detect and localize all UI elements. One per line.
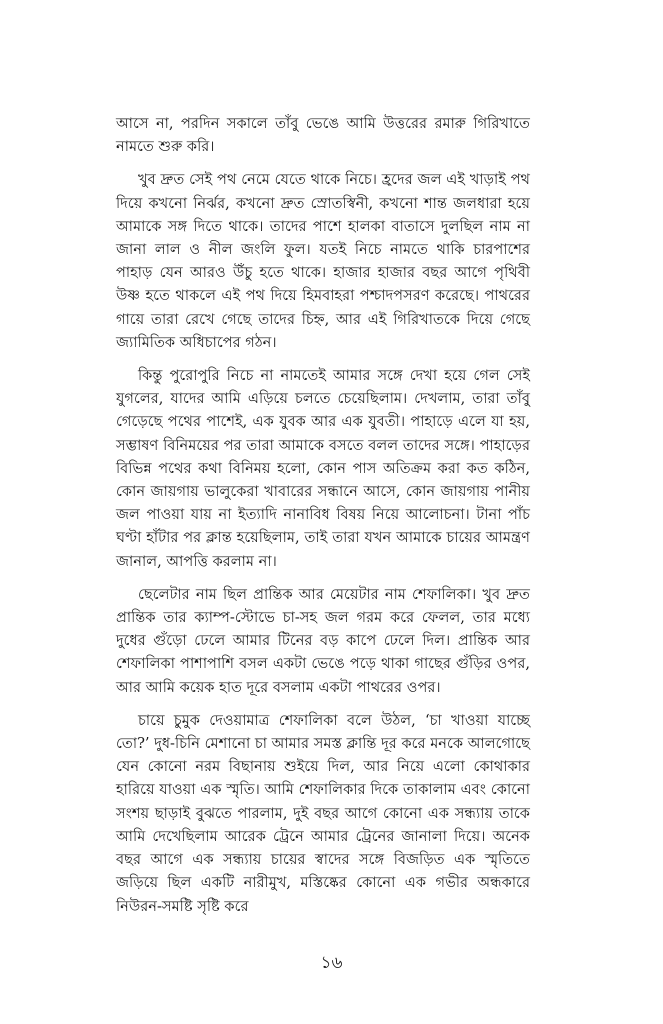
page-body [116, 112, 530, 928]
paragraph: ছেলেটার নাম ছিল প্রান্তিক আর মেয়েটার নাম শেফালিকা। খুব দ্রুত প্রান্তিক তার ক্যাম্প-স্টোভে চা-সহ জল গরম করে ফেলল, তার মধ্যে দুধের গুঁড়ো ঢেলে আমার টিনের বড় কাপে ঢেলে দিল। প্রান্তিক আর শেফালিকা পাশাপাশি বসল একটা ভেঙে পড়ে থাকা গাছের গুঁড়ির ওপর, আর আমি কয়েক হাত দূরে বসলাম একটা পাথরের ওপর। [116, 585, 530, 696]
paragraph: কিন্তু পুরোপুরি নিচে না নামতেই আমার সঙ্গে দেখা হয়ে গেল সেই যুগলের, যাদের আমি এড়িয়ে চলতে চেয়েছিলাম। দেখলাম, তারা তাঁবু গেড়েছে পথের পাশেই, এক যুবক আর এক যুবতী। পাহাড়ে এলে যা হয়, সম্ভাষণ বিনিময়ের পর তারা আমাকে বসতে বলল তাদের সঙ্গে। পাহাড়ের বিভিন্ন পথের কথা বিনিময় হলো, কোন পাস অতিক্রম করা কত কঠিন, কোন জায়গায় ভালুকেরা খাবারের সন্ধানে আসে, কোন জায়গায় পানীয় জল পাওয়া যায় না ইত্যাদি নানাবিধ বিষয় নিয়ে আলোচনা। টানা পাঁচ ঘণ্টা হাঁটার পর ক্লান্ত হয়েছিলাম, তাই তারা যখন আমাকে চায়ের আমন্ত্রণ জানাল, আপত্তি করলাম না। [116, 367, 530, 570]
paragraph: আসে না, পরদিন সকালে তাঁবু ভেঙে আমি উত্তরের রমারু গিরিখাতে নামতে শুরু করি। [116, 115, 530, 156]
paragraph: চায়ে চুমুক দেওয়ামাত্র শেফালিকা বলে উঠল, ‘চা খাওয়া যাচ্ছে তো?’ দুধ-চিনি মেশানো চা আমার সমস্ত ক্লান্তি দূর করে মনকে আলগোছে যেন কোনো নরম বিছানায় শুইয়ে দিল, আর নিয়ে এলো কোথাকার হারিয়ে যাওয়া এক স্মৃতি। আমি শেফালিকার দিকে তাকালাম এবং কোনো সংশয় ছাড়াই বুঝতে পারলাম, দুই বছর আগে কোনো এক সন্ধ্যায় তাকে আমি দেখেছিলাম আরেক ট্রেনে আমার ট্রেনের জানালা দিয়ে। অনেক বছর আগে এক সন্ধ্যায় চায়ের স্বাদের সঙ্গে বিজড়িত এক স্মৃতিতে জড়িয়ে ছিল একটি নারীমুখ, মস্তিষ্কের কোনো এক গভীর অন্ধকারে নিউরন-সমষ্টি সৃষ্টি করে [116, 711, 530, 915]
page-number: ১৬ [320, 953, 343, 973]
paragraph: খুব দ্রুত সেই পথ নেমে যেতে থাকে নিচে। হ্রদের জল এই খাড়াই পথ দিয়ে কখনো নির্ঝর, কখনো দ্রুত স্রোতস্বিনী, কখনো শান্ত জলধারা হয়ে আমাকে সঙ্গ দিতে থাকে। তাদের পাশে হালকা বাতাসে দুলছিল নাম না জানা লাল ও নীল জংলি ফুল। যতই নিচে নামতে থাকি চারপাশের পাহাড় যেন আরও উঁচু হতে থাকে। হাজার হাজার বছর আগে পৃথিবী উষ্ণ হতে থাকলে এই পথ দিয়ে হিমবাহরা পশ্চাদপসরণ করেছে। পাথরের গায়ে তারা রেখে গেছে তাদের চিহ্ন, আর এই গিরিখাতকে দিয়ে গেছে জ্যামিতিক অধিচাপের গঠন। [116, 171, 530, 351]
